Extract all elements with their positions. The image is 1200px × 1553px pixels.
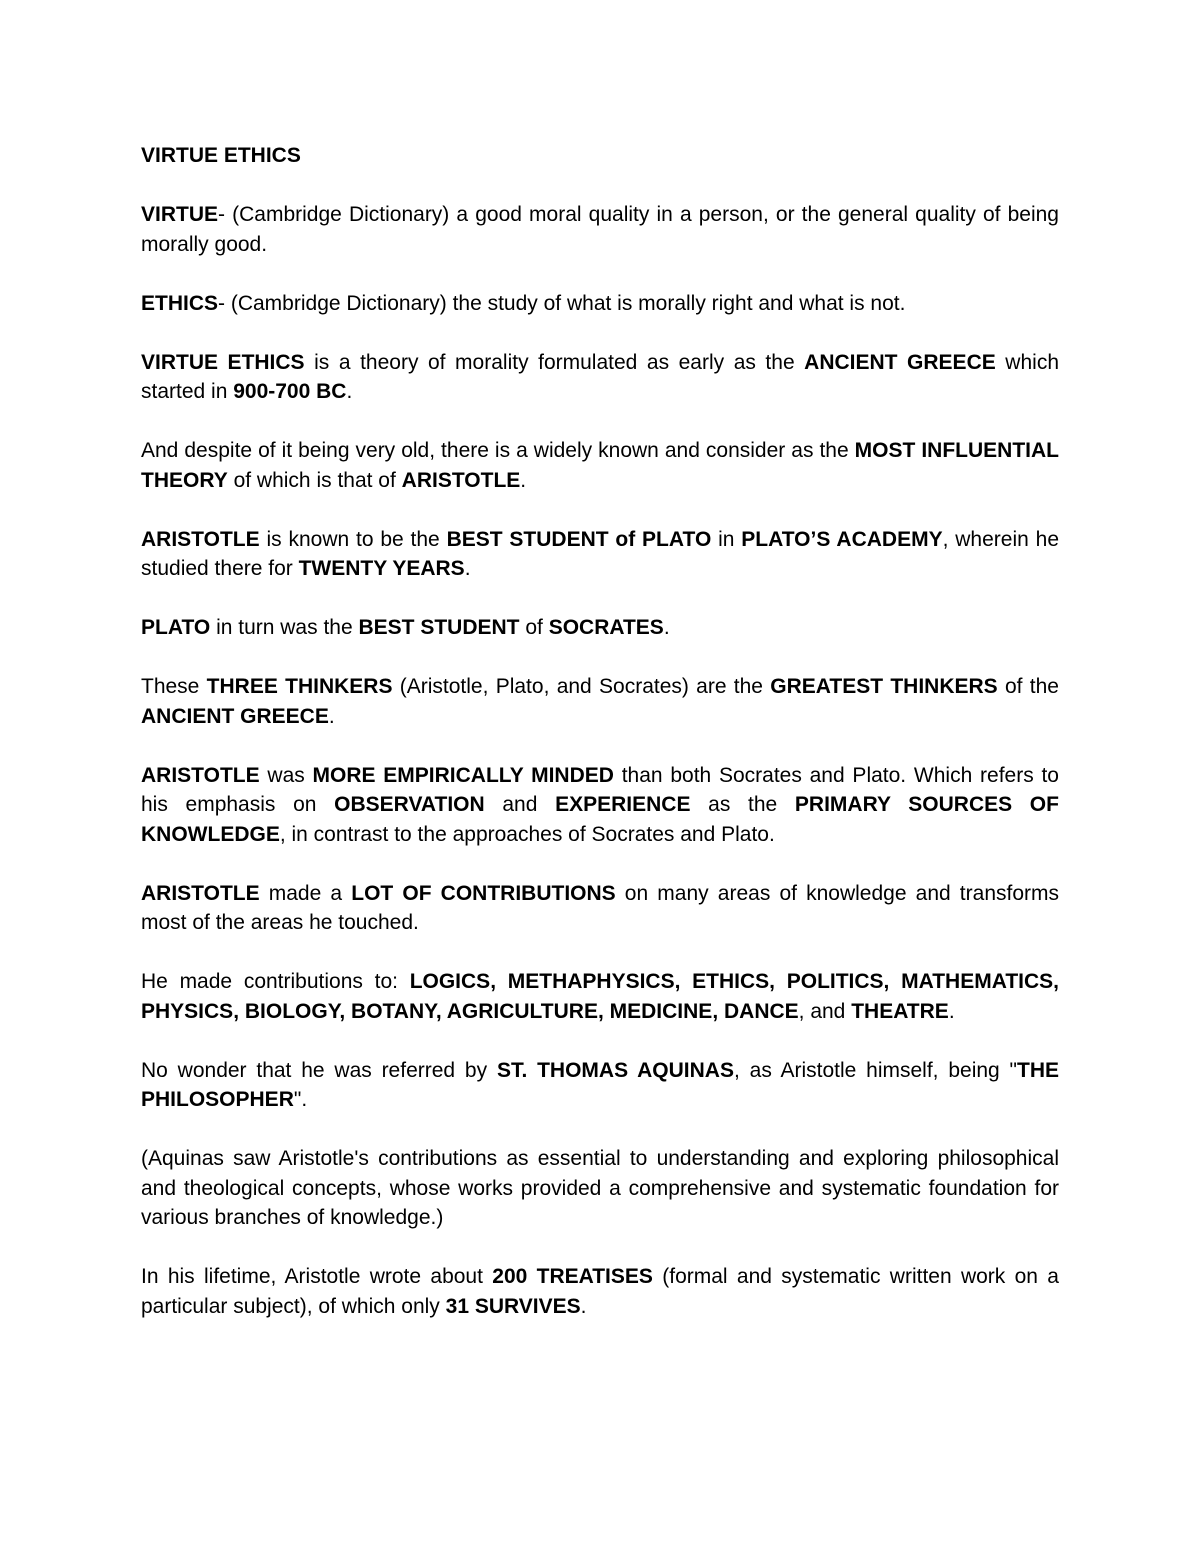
- body-text: is known to be the: [259, 527, 447, 551]
- body-text: ".: [293, 1088, 308, 1111]
- emphasized-text: ARISTOTLE: [141, 881, 260, 905]
- body-text: of which is that of: [227, 468, 402, 492]
- emphasized-text: ARISTOTLE: [141, 527, 260, 551]
- emphasized-text: THREE THINKERS: [206, 675, 393, 698]
- paragraph: [141, 1144, 1059, 1233]
- emphasized-text: VIRTUE: [141, 203, 219, 226]
- emphasized-text: ETHICS: [141, 291, 219, 315]
- emphasized-text: ARISTOTLE: [141, 763, 260, 787]
- body-text: which started in: [141, 350, 1059, 403]
- body-text: , in contrast to the approaches of Socrates and Plato.: [279, 822, 775, 846]
- emphasized-text: BEST STUDENT: [358, 616, 520, 639]
- emphasized-text: THE PHILOSOPHER: [141, 1058, 1060, 1111]
- emphasized-text: MOST INFLUENTIAL THEORY: [141, 439, 1059, 492]
- emphasized-text: ANCIENT GREECE: [804, 350, 996, 374]
- emphasized-text: BEST STUDENT of PLATO: [446, 527, 712, 551]
- emphasized-text: PLATO’S ACADEMY: [741, 527, 943, 551]
- body-text: of: [519, 616, 549, 639]
- body-text: on many areas of knowledge and transforms most of the areas he touched.: [141, 881, 1059, 934]
- body-text: He made contributions to:: [141, 970, 410, 993]
- body-text: and: [484, 793, 556, 816]
- paragraph: [141, 761, 1059, 850]
- emphasized-text: TWENTY YEARS: [298, 557, 465, 580]
- emphasized-text: ARISTOTLE: [401, 468, 521, 492]
- emphasized-text: GREATEST THINKERS: [770, 675, 998, 698]
- paragraph: [141, 200, 1059, 259]
- body-text: .: [346, 380, 353, 403]
- document-page: [141, 141, 1059, 1351]
- body-text: .: [464, 557, 471, 580]
- emphasized-text: OBSERVATION: [334, 793, 485, 816]
- body-text: .: [520, 468, 527, 492]
- body-text: (Aristotle, Plato, and Socrates) are the: [392, 675, 771, 698]
- paragraph: [141, 436, 1059, 495]
- body-text: , and: [798, 999, 852, 1023]
- body-text: , as Aristotle himself, being ": [733, 1058, 1018, 1082]
- body-text: .: [663, 616, 670, 639]
- emphasized-text: ANCIENT GREECE: [141, 704, 329, 728]
- emphasized-text: SOCRATES: [548, 616, 664, 639]
- body-text: .: [328, 704, 335, 728]
- body-text: - (Cambridge Dictionary) a good moral quality in a person, or the general quality of being morally good.: [141, 203, 1059, 256]
- emphasized-text: PRIMARY SOURCES OF KNOWLEDGE: [141, 793, 1059, 846]
- emphasized-text: MORE EMPIRICALLY MINDED: [312, 763, 614, 787]
- body-text: These: [141, 675, 207, 698]
- emphasized-text: ST. THOMAS AQUINAS: [496, 1058, 734, 1082]
- paragraph: [141, 1056, 1059, 1115]
- body-text: is a theory of morality formulated as early as the: [304, 350, 805, 374]
- emphasized-text: LOGICS, METHAPHYSICS, ETHICS, POLITICS, MATHEMATICS, PHYSICS, BIOLOGY, BOTANY, AGRICULTURE, MEDICINE, DANCE: [141, 970, 1059, 1023]
- body-text: In his lifetime, Aristotle wrote about: [141, 1265, 493, 1288]
- body-text: (formal and systematic written work on a particular subject), of which only: [141, 1265, 1059, 1318]
- body-text: as the: [690, 793, 795, 816]
- emphasized-text: VIRTUE ETHICS: [141, 350, 305, 374]
- emphasized-text: PLATO: [141, 616, 211, 639]
- body-text: in turn was the: [210, 616, 359, 639]
- paragraph: [141, 1262, 1059, 1321]
- paragraph: [141, 672, 1059, 731]
- paragraph: [141, 348, 1059, 407]
- emphasized-text: 31 SURVIVES: [445, 1294, 581, 1318]
- paragraph: [141, 525, 1059, 584]
- body-text: - (Cambridge Dictionary) the study of what is morally right and what is not.: [218, 291, 906, 315]
- body-text: was: [259, 763, 313, 787]
- body-text: of the: [997, 675, 1059, 698]
- emphasized-text: THEATRE: [851, 999, 949, 1023]
- paragraph: [141, 289, 1059, 319]
- emphasized-text: 900-700 BC: [233, 380, 347, 403]
- paragraph: [141, 967, 1059, 1026]
- document-body: [141, 200, 1059, 1321]
- paragraph: [141, 879, 1059, 938]
- document-title: VIRTUE ETHICS: [141, 144, 301, 167]
- body-text: made a: [259, 881, 352, 905]
- body-text: , wherein he studied there for: [141, 527, 1059, 580]
- body-text: No wonder that he was referred by: [141, 1058, 497, 1082]
- body-text: .: [580, 1294, 587, 1318]
- emphasized-text: LOT OF CONTRIBUTIONS: [351, 881, 616, 905]
- emphasized-text: EXPERIENCE: [555, 793, 691, 816]
- paragraph: [141, 613, 1059, 643]
- body-text: And despite of it being very old, there is a widely known and consider as the: [141, 439, 855, 462]
- emphasized-text: 200 TREATISES: [492, 1265, 653, 1288]
- body-text: in: [711, 527, 742, 551]
- body-text: than both Socrates and Plato. Which refers to his emphasis on: [141, 763, 1059, 816]
- body-text: (Aquinas saw Aristotle's contributions as essential to understanding and exploring philosophical and theological concepts, whose works provided a comprehensive and systematic foundation for various branches of knowledge.): [141, 1147, 1059, 1229]
- body-text: .: [948, 999, 955, 1023]
